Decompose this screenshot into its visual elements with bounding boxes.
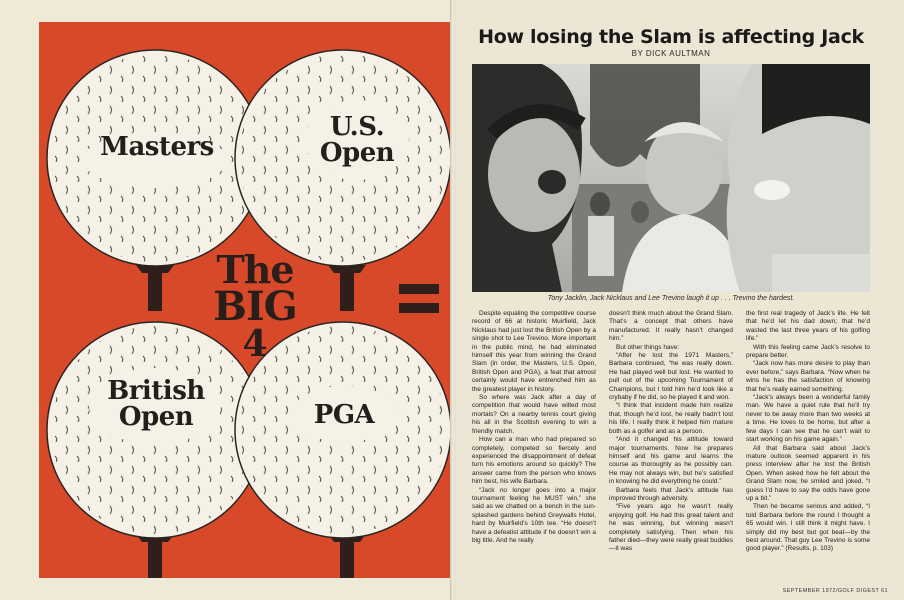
paragraph: With this feeling came Jack’s resolve to prepare better. bbox=[746, 343, 870, 360]
paragraph: “Five years ago he wasn’t really enjoying golf. He had this great talent and he was winning, but winning wasn’t completely satisfying. Then when his father died—they were really great buddies—it was bbox=[609, 503, 733, 553]
article-column-1 bbox=[472, 310, 596, 588]
article-byline: BY DICK AULTMAN bbox=[631, 49, 711, 58]
big4-line-the: The bbox=[216, 247, 294, 292]
article-headline: How losing the Slam is affecting Jack bbox=[478, 26, 864, 48]
photo-caption: Tony Jacklin, Jack Nicklaus and Lee Trevino laugh it up . . . Trevino the hardest. bbox=[547, 295, 795, 302]
the-big-4-title bbox=[207, 247, 303, 365]
paragraph: doesn’t think much about the Grand Slam. That’s a concept that others have manufactured. It really hasn’t changed him.” bbox=[609, 310, 733, 343]
label-british-open-line2: Open bbox=[118, 402, 194, 432]
paragraph: So where was Jack after a day of competition that would have wilted most mortals? On a nearby tennis court giving his all in the Scottish evening to win a friendly match. bbox=[472, 394, 596, 435]
paragraph: “And it changed his attitude toward major tournaments. Now he prepares himself and his game and learns the course as thoroughly as he possibly can. He may not always win, but he’s satisfied in knowing he did everything he could.” bbox=[609, 436, 733, 486]
photo-jacklin-nicklaus-trevino bbox=[472, 64, 870, 292]
label-us-open-line2: Open bbox=[319, 138, 395, 168]
paragraph: “I think that incident made him realize that, though he’d lost, he really hadn’t lost his life. I really think it helped him mature both as a golfer and as a person. bbox=[609, 402, 733, 435]
label-masters: Masters bbox=[100, 132, 214, 162]
page-folio: SEPTEMBER 1972/GOLF DIGEST 61 bbox=[782, 588, 888, 594]
paragraph: Despite equaling the competitive course record of 66 at historic Muirfield, Jack Nicklaus had just lost the British Open by a single shot to Lee Trevino. More important in the public mind, he had eliminated himself this year from winning the Grand Slam (in order, the Masters, U.S. Open, British Open and PGA), a feat that almost certainly would have entrenched him as the greatest player in history. bbox=[472, 310, 596, 393]
paragraph: “Jack now has more desire to play than ever before,” says Barbara. “Now when he wins he has the satisfaction of knowing that he’s really earned something. bbox=[746, 360, 870, 393]
article-column-2 bbox=[609, 310, 733, 588]
paragraph: the first real tragedy of Jack’s life. He felt that he’d let his dad down; that he’d wasted the last three years of his golfing life.” bbox=[746, 310, 870, 343]
paragraph: “Jack no longer goes into a major tournament feeling he MUST win,” she said as we chatted on a bench in the sun-splashed gardens behind Greywalls Hotel, hard by Muirfield’s 10th tee. “He doesn’t have a defeatist attitude if he doesn’t win a big title. And he really bbox=[472, 486, 596, 544]
paragraph: All that Barbara said about Jack’s mature outlook seemed apparent in his press interview after he lost the British Open. When asked how he felt about the Grand Slam now, he smiled and joked, “I guess I’d have to say the odds have gone up a bit.” bbox=[746, 444, 870, 502]
article-column-3 bbox=[746, 310, 870, 588]
paragraph: “After he lost the 1971 Masters,” Barbara continued, “he was really down. He had played well but lost. He wanted to pull out of the upcoming Tournament of Champions, but I told him he’d look like a crybaby if he did, so he played it and won. bbox=[609, 352, 733, 402]
paragraph: But other things have: bbox=[616, 343, 680, 351]
right-page bbox=[456, 0, 904, 600]
paragraph: How can a man who had prepared so completely, competed so fiercely and experienced the disappointment of defeat turn his emotions around so quickly? The answer came from the person who knows him best, his wife Barbara. bbox=[472, 436, 596, 486]
paragraph: Barbara feels that Jack’s attitude has improved through adversity. bbox=[609, 486, 733, 502]
paragraph: Then he became serious and added, “I told Barbara before the round I thought a 65 would win. I still think it might have. I simply did my best but got beat—by the best around. That guy Lee Trevino is some good player.” (Results, p. 103) bbox=[746, 503, 870, 553]
label-pga: PGA bbox=[313, 400, 375, 430]
label-us-open bbox=[307, 114, 407, 166]
label-british-open-line1: British bbox=[107, 376, 205, 406]
equals-sign bbox=[399, 284, 439, 313]
paragraph: “Jack’s always been a wonderful family man. We have a quiet rule that he’ll try never to be away more than two weeks at a time. He loves to be home, but after a few days I can see that he can’t wait to start working on his game again.” bbox=[746, 394, 870, 444]
article-photo bbox=[472, 64, 870, 292]
big4-line-big: BIG bbox=[213, 283, 297, 330]
big4-line-4: 4 bbox=[242, 323, 268, 365]
label-british-open bbox=[101, 378, 211, 430]
big-four-illustration bbox=[39, 22, 452, 578]
label-us-open-line1: U.S. bbox=[329, 112, 385, 142]
